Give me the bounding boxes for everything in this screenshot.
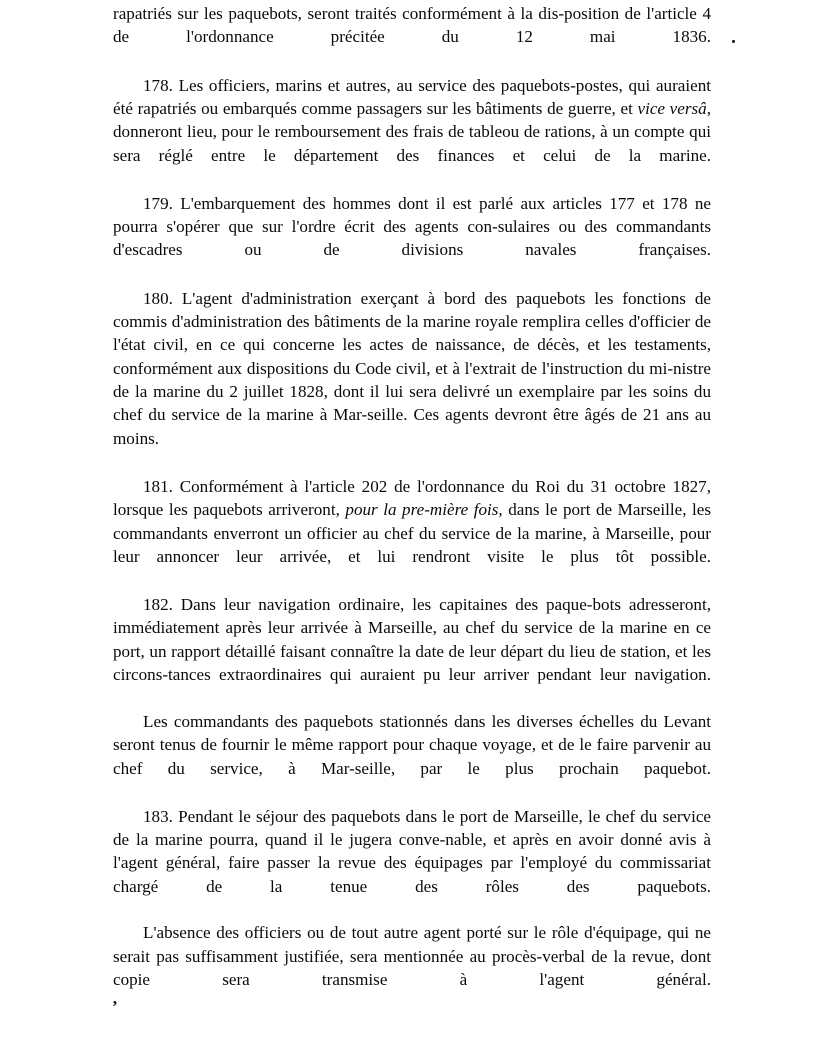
paragraph-article-183: [113, 805, 711, 922]
paragraph-article-179: [113, 192, 711, 285]
paragraph-article-182: [113, 593, 711, 710]
paragraph-text: L'absence des officiers ou de tout autre agent porté sur le rôle d'équipage, qui ne serait pas suffisamment justifiée, sera mentionnée au procès-verbal de la revue, dont copie sera transmise à l'agent général.: [113, 923, 711, 990]
paragraph-text: rapatriés sur les paquebots, seront traités conformément à la dis-position de l'article 4 de l'ordonnance précitée du 12 mai 1836.: [113, 4, 711, 47]
margin-signature-mark: ’: [112, 997, 118, 1016]
paragraph-text: 181. Conformément à l'article 202 de l'ordonnance du Roi du 31 octobre 1827, lorsque les paquebots arriveront, pour la pre-mière fois, dans le port de Marseille, les commandants enverront un officier au chef du service de la marine, à Marseille, pour leur annoncer leur arrivée, et lui rendront visite le plus tôt possible.: [113, 476, 712, 566]
paragraph-article-178: [113, 74, 711, 191]
italic-phrase: vice versâ: [637, 98, 707, 118]
paragraph-article-181: [113, 475, 711, 592]
paragraph-article-183-continued: [113, 921, 711, 1014]
paragraph-article-180: [113, 287, 711, 474]
ink-speck-icon: [732, 40, 735, 43]
paragraph-text: 182. Dans leur navigation ordinaire, les capitaines des paque-bots adresseront, immédiatement après leur arrivée à Marseille, au chef du service de la marine en ce port, un rapport détaillé faisant connaître la date de leur départ du lieu de station, et les circons-tances extraordinaires qui auraient pu leur arriver pendant leur navigation.: [113, 595, 711, 685]
paragraph-continuation: [113, 2, 711, 72]
paragraph-article-182-continued: [113, 710, 711, 803]
italic-phrase: pour la pre-mière fois,: [345, 500, 503, 520]
paragraph-text: 180. L'agent d'administration exerçant à bord des paquebots les fonctions de commis d'administration des bâtiments de la marine royale remplira celles d'officier de l'état civil, en ce qui concerne les actes de naissance, de décès, et les testaments, conformément aux dispositions du Code civil, et à l'extrait de l'instruction du mi-nistre de la marine du 2 juillet 1828, dont il lui sera delivré un exemplaire par les soins du chef du service de la marine à Mar-seille. Ces agents devront être âgés de 21 ans au moins.: [113, 288, 711, 448]
paragraph-text: 183. Pendant le séjour des paquebots dans le port de Marseille, le chef du service de la marine pourra, quand il le jugera conve-nable, et après en avoir donné avis à l'agent général, faire passer la revue des équipages par l'employé du commissariat chargé de la tenue des rôles des paquebots.: [113, 806, 711, 896]
document-text-block: [113, 2, 711, 1015]
paragraph-text: Les commandants des paquebots stationnés dans les diverses échelles du Levant seront tenus de fournir le même rapport pour chaque voyage, et de le faire parvenir au chef du service, à Mar-seille, par le plus prochain paquebot.: [113, 711, 711, 778]
paragraph-text: 179. L'embarquement des hommes dont il est parlé aux articles 177 et 178 ne pourra s'opérer que sur l'ordre écrit des agents con-sulaires ou des commandants d'escadres ou de divisions navales françaises.: [113, 193, 711, 260]
paragraph-text: 178. Les officiers, marins et autres, au service des paquebots-postes, qui auraient été rapatriés ou embarqués comme passagers sur les bâtiments de guerre, et vice versâ, donneront lieu, pour le remboursement des frais de tableou de rations, à un compte qui sera réglé entre le département des finances et celui de la marine.: [113, 75, 711, 165]
